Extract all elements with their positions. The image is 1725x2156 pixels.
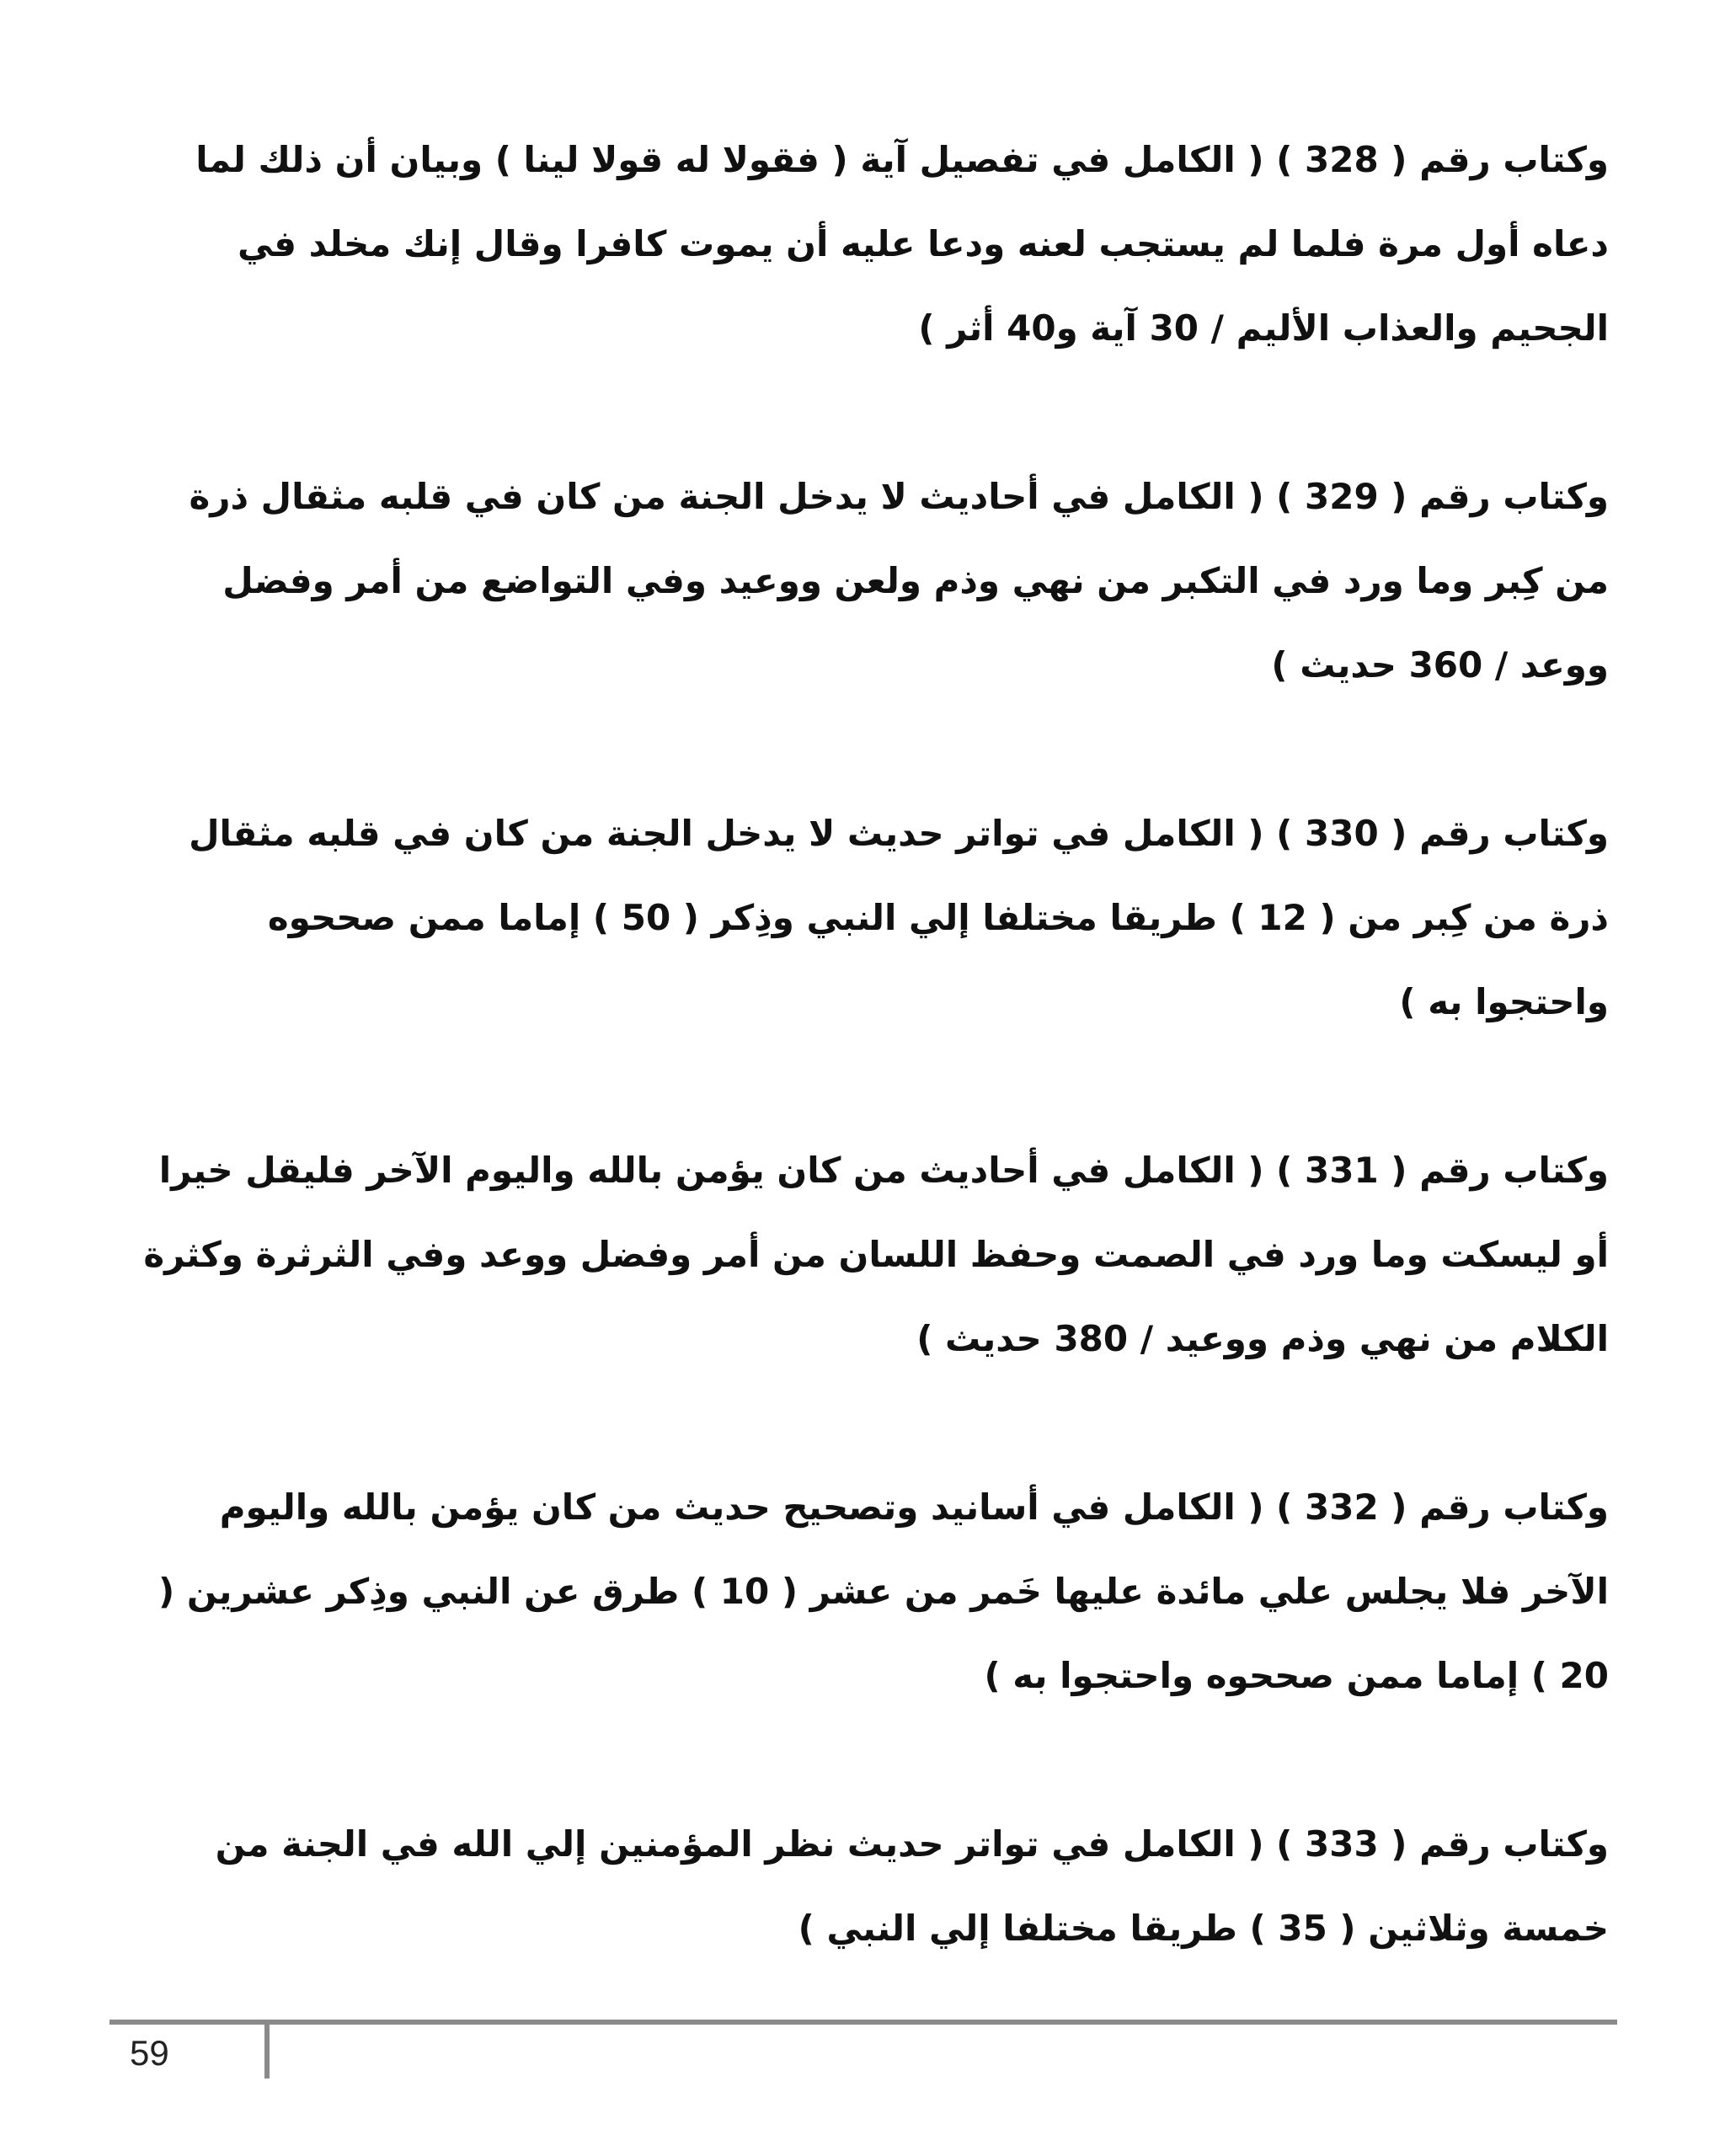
page-number: 59 xyxy=(130,2033,169,2073)
book-entry-333: وكتاب رقم ( 333 ) ( الكامل في تواتر حديث نظر المؤمنين إلي الله في الجنة من خمسة وثلاثين ( 35 ) طريقا مختلفا إلي النبي ) xyxy=(215,1823,1609,1949)
book-entry-331: وكتاب رقم ( 331 ) ( الكامل في أحاديث من كان يؤمن بالله واليوم الآخر فليقل خيرا أو ليسكت وما ورد في الصمت وحفظ اللسان من أمر وفضل ووعد وفي الثرثرة وكثرة الكلام من نهي وذم ووعيد / 380 حديث ) xyxy=(143,1150,1609,1359)
book-entry-330: وكتاب رقم ( 330 ) ( الكامل في تواتر حديث لا يدخل الجنة من كان في قلبه مثقال ذرة من كِبر من ( 12 ) طريقا مختلفا إلي النبي وذِكر ( 50 ) إماما ممن صححوه واحتجوا به ) xyxy=(189,813,1609,1022)
footer-tick-mark xyxy=(264,2023,270,2079)
book-entry-329: وكتاب رقم ( 329 ) ( الكامل في أحاديث لا يدخل الجنة من كان في قلبه مثقال ذرة من كِبر وما ورد في التكبر من نهي وذم ولعن ووعيد وفي التواضع من أمر وفضل ووعد / 360 حديث ) xyxy=(189,476,1609,686)
page-body xyxy=(126,118,1609,2055)
book-entry-332: وكتاب رقم ( 332 ) ( الكامل في أسانيد وتصحيح حديث من كان يؤمن بالله واليوم الآخر فلا يجلس علي مائدة عليها خَمر من عشر ( 10 ) طرق عن النبي وذِكر عشرين ( 20 ) إماما ممن صححوه واحتجوا به ) xyxy=(158,1486,1609,1696)
book-entry-328: وكتاب رقم ( 328 ) ( الكامل في تفصيل آية ( فقولا له قولا لينا ) وبيان أن ذلك لما دعاه أول مرة فلما لم يستجب لعنه ودعا عليه أن يموت كافرا وقال إنك مخلد في الجحيم والعذاب الأليم / 30 آية و40 أثر ) xyxy=(195,139,1609,349)
footer-divider xyxy=(109,2020,1617,2025)
